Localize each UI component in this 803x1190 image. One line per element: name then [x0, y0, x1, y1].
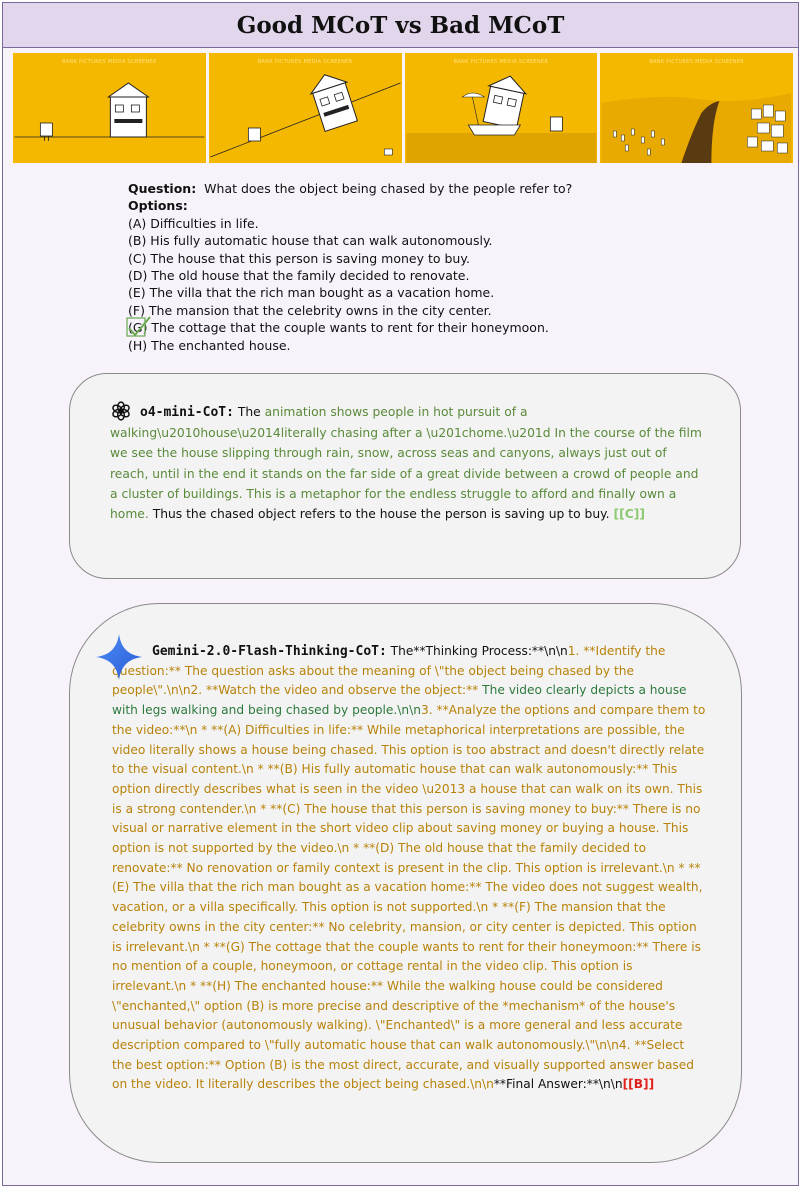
gemini-intro: The**Thinking Process:**\n\n [386, 644, 568, 658]
gemini-reasoning-part-3: 3. **Analyze the options and compare them to the video:**\n * **(A) Difficulties in life:** While metaphorical interpretations are possible, the video literally shows a house being chased. This option is too abstract and doesn't directly relate to the visual content.\n * **(B) His fully automatic house that can walk autonomously:** This option directly describes what is seen in the video \u2013 a house that can walk on its own. This is a strong contender.\n * **(C) The house that this person is saving money to buy:** There is no visual or narrative element in the short video clip about saving money or buying a house. This option is not supported by the video.\n * **(D) The old house that the family decided to renovate:** No renovation or family context is present in the clip. This option is irrelevant.\n * **(E) The villa that the rich man bought as a vacation home:** The video does not suggest wealth, vacation, or a villa specifically. This option is not supported.\n * **(F) The mansion that the celebrity owns in the city center:** No celebrity, mansion, or city center is depicted. This option is irrelevant.\n * **(G) The cottage that the couple wants to rent for their honeymoon:** There is no mention of a couple, honeymoon, or cottage rental in the video clip. This option is irrelevant.\n * **(H) The enchanted house:** While the walking house could be considered \"enchanted,\" option (B) is more precise and descriptive of the *mechanism* of the house's unusual behavior (autonomously walking). \"Enchanted\" is a more general and less accurate description compared to \"fully automatic house that can walk autonomously.\"\n\n4. **Select the best option:** Option (B) is the most direct, accurate, and visually supported answer based on the video. It literally describes the object being chased.\n\n [112, 703, 706, 1092]
gemini-final-answer: [[B]] [622, 1077, 655, 1092]
gemini-response-text [112, 642, 706, 1095]
o4-mini-response-text [110, 400, 704, 524]
house-standing-illustration [13, 53, 206, 163]
title-bar [3, 3, 798, 48]
gemini-model-label: Gemini-2.0-Flash-Thinking-CoT: [152, 644, 387, 659]
option-b: (B) His fully automatic house that can walk autonomously. [128, 233, 493, 249]
option-g-row [128, 319, 688, 336]
o4-mini-response-panel [69, 373, 741, 579]
o4-mini-model-label: o4-mini-CoT: [140, 405, 234, 420]
question-block [128, 180, 688, 354]
gemini-logo-icon [94, 632, 144, 682]
gemini-reasoning-part-1: 1. **Identify the question:** The question asks about the meaning of \"the object being chased by the people\".\n\n2. **Watch the video and observe the object:** [112, 644, 666, 698]
option-h: (H) The enchanted house. [128, 337, 291, 353]
o4-reasoning: animation shows people in hot pursuit of a walking\u2010house\u2014literally chasing after a \u201chome.\u201d In the course of the film we see the house slipping through rain, snow, across seas and canyons, always just out of reach, until in the end it stands on the far side of a great divide between a crowd of people and a cluster of buildings. This is a metaphor for the endless struggle to afford and finally own a home. [110, 405, 702, 522]
option-a: (A) Difficulties in life. [128, 215, 259, 231]
options-label: Options: [128, 198, 188, 214]
video-frame-3 [405, 53, 598, 163]
option-f: (F) The mansion that the celebrity owns in the city center. [128, 302, 492, 318]
question-text: What does the object being chased by the people refer to? [204, 181, 573, 196]
house-slope-illustration [209, 53, 402, 163]
frame-watermark: BANK PICTURES MEDIA SCREENER [649, 59, 744, 65]
video-frames-strip [13, 53, 793, 163]
house-boat-illustration [405, 53, 598, 163]
frame-watermark: BANK PICTURES MEDIA SCREENER [453, 59, 549, 65]
openai-logo-icon [110, 400, 132, 422]
video-frame-1 [13, 53, 206, 163]
frame-watermark: BANK PICTURES MEDIA SCREENER [62, 59, 157, 65]
gemini-final-label: **Final Answer:**\n\n [493, 1077, 623, 1092]
correct-check-icon [126, 316, 152, 338]
gemini-response-panel [69, 603, 742, 1163]
options-label-line [128, 197, 688, 214]
o4-conclusion: Thus the chased object refers to the house the person is saving up to buy. [148, 507, 614, 522]
o4-final-answer: [[C]] [613, 507, 645, 522]
gemini-reasoning-part-2: The video clearly depicts a house with legs walking and being chased by people.\n\n [112, 683, 687, 718]
video-frame-4 [600, 53, 793, 163]
canyon-city-illustration [600, 53, 793, 163]
video-frame-2 [209, 53, 402, 163]
option-g: (G) The cottage that the couple wants to rent for their honeymoon. [128, 320, 549, 336]
page-title: Good MCoT vs Bad MCoT [236, 11, 565, 39]
figure-frame [2, 2, 799, 1186]
option-c: (C) The house that this person is saving money to buy. [128, 250, 470, 266]
question-label: Question: [128, 181, 197, 196]
frame-watermark: BANK PICTURES MEDIA SCREENER [257, 59, 353, 65]
option-d: (D) The old house that the family decided to renovate. [128, 268, 470, 284]
o4-intro: The [233, 405, 265, 419]
question-line [128, 180, 688, 197]
option-e: (E) The villa that the rich man bought as a vacation home. [128, 285, 495, 301]
